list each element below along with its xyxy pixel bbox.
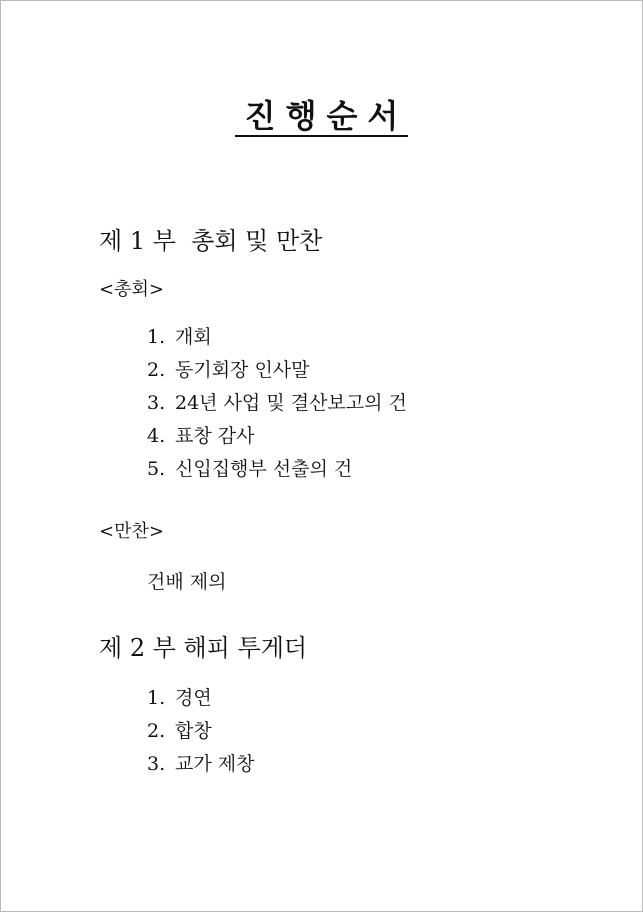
list-item-number: 1. [147,687,166,709]
list-item-text: 동기회장 인사말 [175,359,310,381]
general-meeting-list [147,326,407,491]
dinner-label: <만찬> [99,521,164,542]
list-item-number: 3. [147,392,166,414]
list-item-text: 교가 제창 [175,753,255,775]
list-item-text: 개회 [175,326,212,348]
general-meeting-label: <총회> [99,279,164,300]
list-item-text: 표창 감사 [175,425,255,447]
list-item-number: 2. [147,720,166,742]
part1-heading: 제 1 부 총회 및 만찬 [99,227,323,255]
list-item-text: 신입집행부 선출의 건 [175,458,353,480]
list-item [147,359,407,392]
list-item-number: 2. [147,359,166,381]
part2-list [147,687,254,786]
list-item [147,425,407,458]
list-item-number: 3. [147,753,166,775]
list-item [147,687,254,720]
dinner-item: 건배 제의 [147,571,227,593]
list-item-number: 4. [147,425,166,447]
list-item [147,392,407,425]
page-title-wrapper [1,97,642,137]
list-item [147,458,407,491]
list-item [147,753,254,786]
list-item-number: 5. [147,458,166,480]
list-item [147,720,254,753]
list-item-text: 24년 사업 및 결산보고의 건 [175,392,407,414]
list-item-number: 1. [147,326,166,348]
list-item [147,326,407,359]
page-title: 진행순서 [235,97,409,137]
list-item-text: 경연 [175,687,212,709]
list-item-text: 합창 [175,720,212,742]
part2-heading: 제 2 부 해피 투게더 [99,634,308,662]
